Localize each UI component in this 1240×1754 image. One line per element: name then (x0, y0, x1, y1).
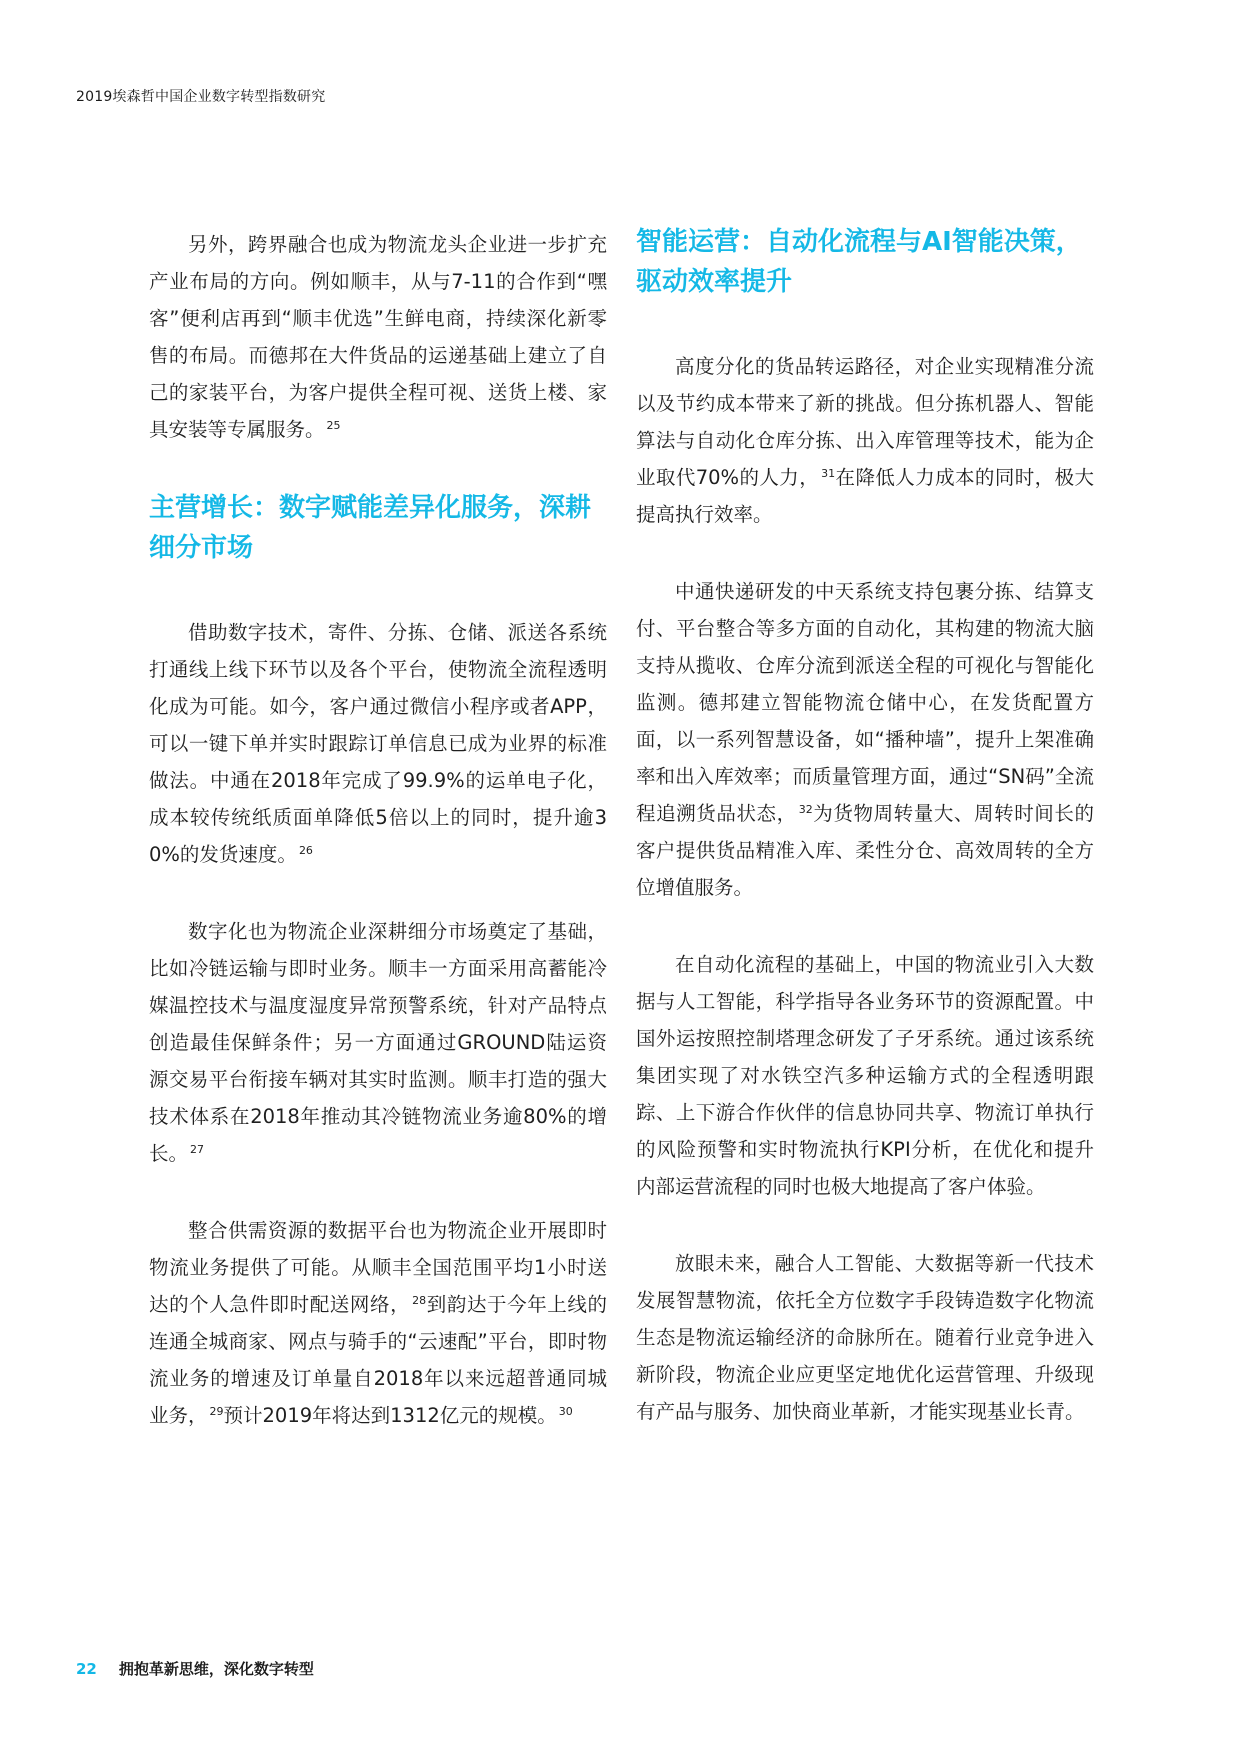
footnote-ref: 25 (326, 418, 341, 432)
paragraph: 整合供需资源的数据平台也为物流企业开展即时物流业务提供了可能。从顺丰全国范围平均1小时送达的个人急件即时配送网络， $^{28}$到韵达于今年上线的连通全城商家、网点与骑手的“云速配”平台，即时物流业务的增速及订单量自2018年以来远超普通同城业务， $^{29}$预计2019年将达到1312亿元的规模。 $^{30}$ (149, 1219, 607, 1427)
footnote-ref: 30 (558, 1404, 573, 1418)
footnote-ref: 28 (412, 1293, 427, 1307)
footnote-ref: 26 (298, 843, 313, 857)
right-column (636, 226, 1094, 1430)
footer-title: 拥抱革新思维，深化数字转型 (118, 1660, 314, 1678)
footnote-ref: 27 (190, 1142, 205, 1156)
paragraph: 借助数字技术，寄件、分拣、仓储、派送各系统打通线上线下环节以及各个平台，使物流全流程透明化成为可能。如今，客户通过微信小程序或者APP，可以一键下单并实时跟踪订单信息已成为业界的标准做法。中通在2018年完成了99.9%的运单电子化，成本较传统纸质面单降低5倍以上的同时，提升逾30%的发货速度。 $^{26}$ (149, 621, 607, 866)
section-heading-operations: 智能运营：自动化流程与AI智能决策，驱动效率提升 (636, 227, 1082, 297)
intro-paragraph: 另外，跨界融合也成为物流龙头企业进一步扩充产业布局的方向。例如顺丰，从与7-11的合作到“嘿客”便利店再到“顺丰优选”生鲜电商，持续深化新零售的布局。而德邦在大件货品的运递基础上建立了自己的家装平台，为客户提供全程可视、送货上楼、家具安装等专属服务。 $^{25}$ (149, 233, 607, 441)
section-heading-growth: 主营增长：数字赋能差异化服务，深耕细分市场 (149, 493, 592, 563)
page-footer (76, 1658, 314, 1679)
footnote-ref: 31 (821, 466, 836, 480)
page-number: 22 (76, 1660, 97, 1678)
paragraph: 数字化也为物流企业深耕细分市场奠定了基础，比如冷链运输与即时业务。顺丰一方面采用高蓄能冷媒温控技术与温度湿度异常预警系统，针对产品特点创造最佳保鲜条件；另一方面通过GROUND陆运资源交易平台衔接车辆对其实时监测。顺丰打造的强大技术体系在2018年推动其冷链物流业务逾80%的增长。 $^{27}$ (149, 920, 607, 1165)
paragraph: 在自动化流程的基础上，中国的物流业引入大数据与人工智能，科学指导各业务环节的资源配置。中国外运按照控制塔理念研发了子牙系统。通过该系统集团实现了对水铁空汽多种运输方式的全程透明跟踪、上下游合作伙伴的信息协同共享、物流订单执行的风险预警和实时物流执行KPI分析，在优化和提升内部运营流程的同时也极大地提高了客户体验。 (636, 953, 1094, 1198)
running-header: 2019埃森哲中国企业数字转型指数研究 (76, 89, 326, 105)
paragraph: 放眼未来，融合人工智能、大数据等新一代技术发展智慧物流，依托全方位数字手段铸造数字化物流生态是物流运输经济的命脉所在。随着行业竞争进入新阶段，物流企业应更坚定地优化运营管理、升级现有产品与服务、加快商业革新，才能实现基业长青。 (636, 1252, 1094, 1423)
paragraph: 高度分化的货品转运路径，对企业实现精准分流以及节约成本带来了新的挑战。但分拣机器人、智能算法与自动化仓库分拣、出入库管理等技术，能为企业取代70%的人力， $^{31}$在降低人力成本的同时，极大提高执行效率。 (636, 355, 1094, 526)
footnote-ref: 32 (798, 802, 813, 816)
footnote-ref: 29 (209, 1404, 224, 1418)
left-column (149, 226, 607, 1434)
paragraph: 中通快递研发的中天系统支持包裹分拣、结算支付、平台整合等多方面的自动化，其构建的物流大脑支持从揽收、仓库分流到派送全程的可视化与智能化监测。德邦建立智能物流仓储中心，在发货配置方面，以一系列智慧设备，如“播种墙”，提升上架准确率和出入库效率；而质量管理方面，通过“SN码”全流程追溯货品状态， $^{32}$为货物周转量大、周转时间长的客户提供货品精准入库、柔性分仓、高效周转的全方位增值服务。 (636, 580, 1094, 899)
